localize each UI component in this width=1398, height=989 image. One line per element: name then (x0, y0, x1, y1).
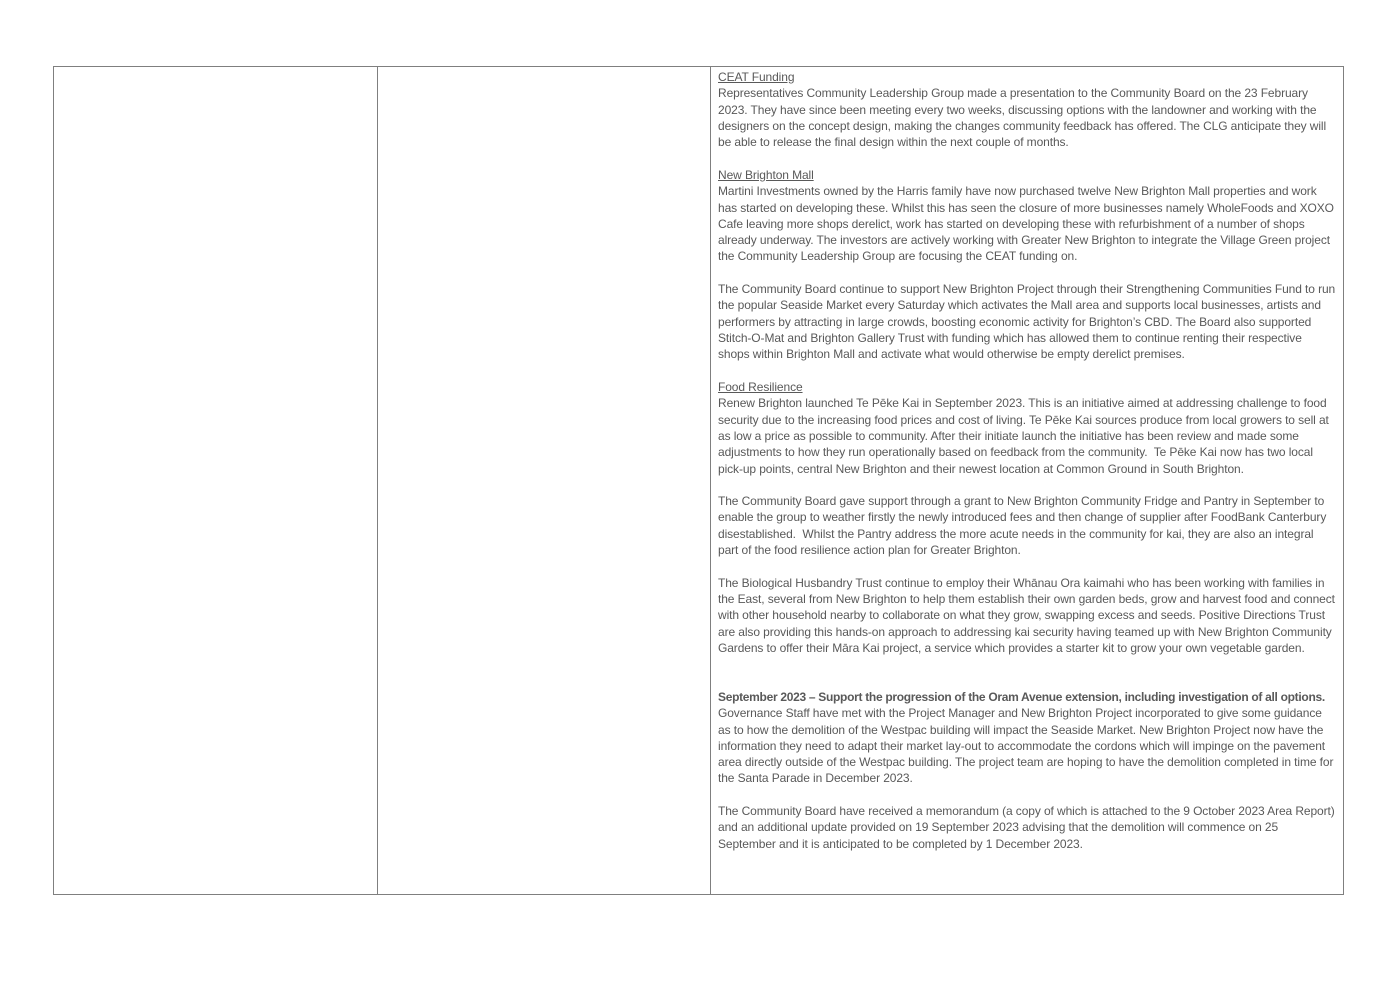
blank-line (718, 363, 1336, 379)
section-heading-underlined: CEAT Funding (718, 70, 795, 84)
blank-line (718, 558, 1336, 574)
blank-line (718, 656, 1336, 689)
paragraph: The Community Board continue to support New Brighton Project through their Strengthening Communities Fund to run the popular Seaside Market every Saturday which activates the Mall area and supports local businesses, artists and performers by attracting in large crowds, boosting economic activity for Brighton’s CBD. The Board also supported Stitch-O-Mat and Brighton Gallery Trust with funding which has allowed them to continue renting their respective shops within Brighton Mall and activate what would otherwise be empty derelict premises. (718, 282, 1339, 362)
paragraph: The Biological Husbandry Trust continue to employ their Whānau Ora kaimahi who has been working with families in the East, several from New Brighton to help them establish their own garden beds, grow and harvest food and connect with other household nearby to collaborate on what they grow, swapping excess and seeds. Positive Directions Trust are also providing this hands-on approach to addressing kai security having teamed up with New Brighton Community Gardens to offer their Māra Kai project, a service which provides a starter kit to grow your own vegetable garden. (718, 575, 1339, 655)
paragraph: Renew Brighton launched Te Pēke Kai in September 2023. This is an initiative aimed at addressing challenge to food security due to the increasing food prices and cost of living. Te Pēke Kai sources produce from local growers to sell at as low a price as possible to community. After their initiate launch the initiative has been review and made some adjustments to how they run operationally based on feedback from the community. Te Pēke Kai now has two local pick-up points, central New Brighton and their newest location at Common Ground in South Brighton. (718, 396, 1332, 476)
section-heading-underlined: New Brighton Mall (718, 167, 814, 182)
table-cell-empty-left (54, 67, 378, 895)
paragraph: Representatives Community Leadership Group made a presentation to the Community Board on the 23 February 2023. They have since been meeting every two weeks, discussing options with the landowner and working with the designers on the concept design, making the changes community feedback has offered. The CLG anticipate they will be able to release the final design within the next couple of months. (718, 86, 1330, 150)
blank-line (718, 477, 1336, 493)
paragraph: The Community Board gave support through a grant to New Brighton Community Fridge and Pantry in September to enable the group to weather firstly the newly introduced fees and then change of supplier after FoodBank Canterbury disestablished. Whilst the Pantry address the more acute needs in the community for kai, they are also an integral part of the food resilience action plan for Greater Brighton. (718, 494, 1330, 558)
section-heading-bold: September 2023 – Support the progression of the Oram Avenue extension, including investigation of all options. (718, 689, 1325, 704)
paragraph: Martini Investments owned by the Harris family have now purchased twelve New Brighton Mall properties and work has started on developing these. Whilst this has seen the closure of more businesses namely WholeFoods and XOXO Cafe leaving more shops derelict, work has started on developing these with refurbishment of a number of shops already underway. The investors are actively working with Greater New Brighton to integrate the Village Green project the Community Leadership Group are focusing the CEAT funding on. (718, 184, 1338, 264)
table-cell-empty-middle (378, 67, 711, 895)
blank-line (718, 265, 1336, 281)
paragraph: Governance Staff have met with the Project Manager and New Brighton Project incorporated to give some guidance as to how the demolition of the Westpac building will impact the Seaside Market. New Brighton Project now have the information they need to adapt their market lay-out to accommodate the cordons which will impinge on the pavement area directly outside of the Westpac building. The project team are hoping to have the demolition completed in time for the Santa Parade in December 2023. (718, 706, 1337, 786)
paragraph: The Community Board have received a memorandum (a copy of which is attached to the 9 October 2023 Area Report) and an additional update provided on 19 September 2023 advising that the demolition will commence on 25 September and it is anticipated to be completed by 1 December 2023. (718, 804, 1338, 851)
report-table (53, 66, 1344, 895)
table-row (54, 67, 1344, 895)
section-heading-underlined: Food Resilience (718, 379, 803, 394)
blank-line (718, 787, 1336, 803)
blank-line (718, 151, 1336, 167)
table-cell-content (711, 67, 1344, 895)
